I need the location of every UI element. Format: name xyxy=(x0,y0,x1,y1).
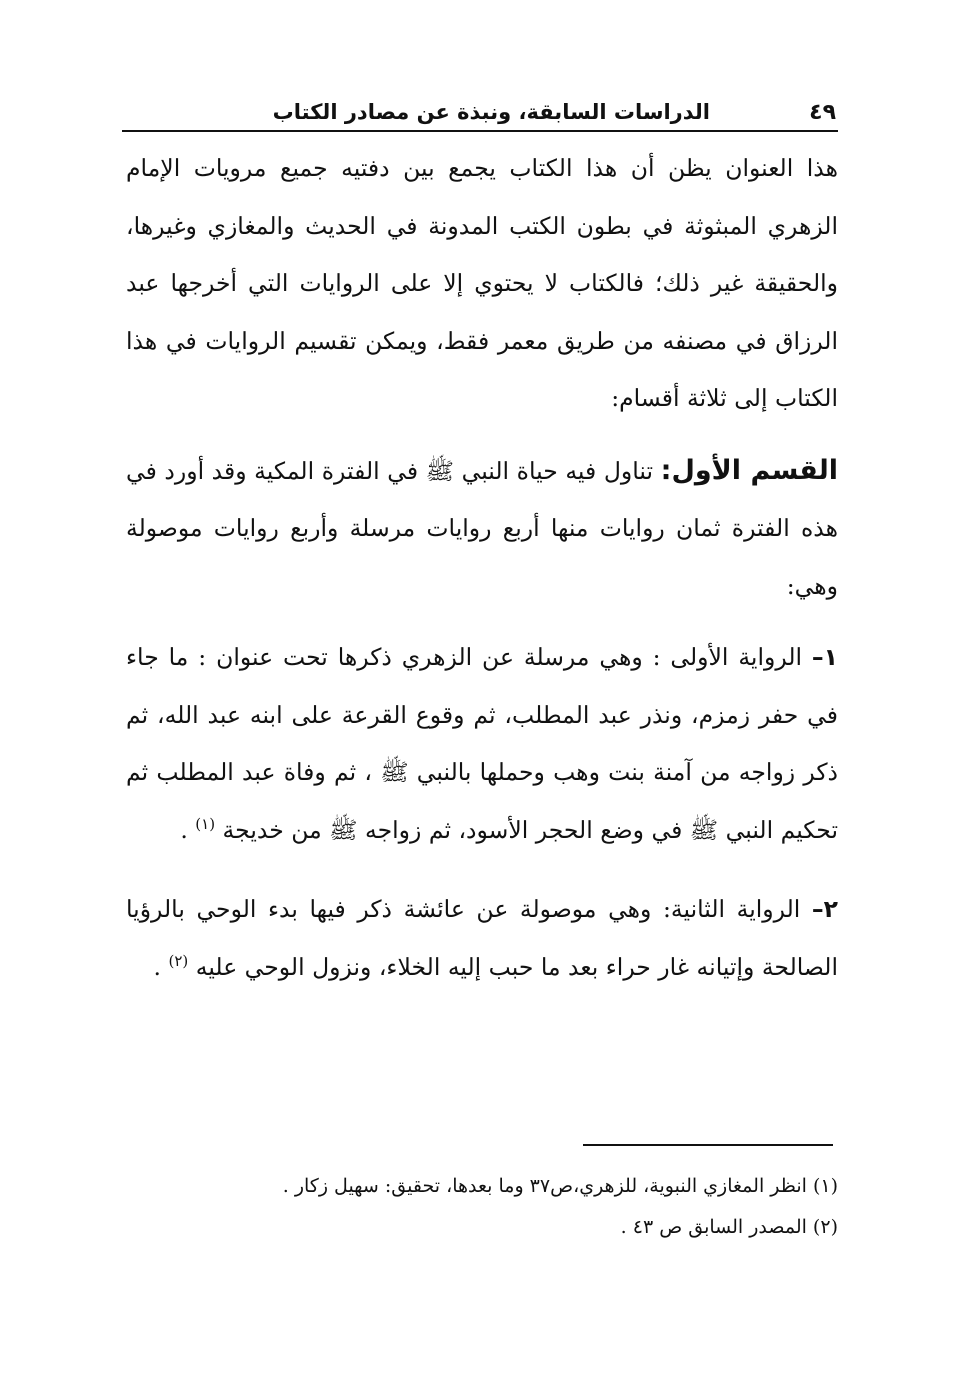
item-one-end: . xyxy=(180,815,196,844)
header-rule xyxy=(122,130,838,132)
section-one-text: تناول فيه حياة النبي ﷺ في الفترة المكية وقد أورد في هذه الفترة ثمان روايات منها أربع روايات مرسلة وأربع روايات موصولة وهي: xyxy=(126,456,838,600)
footnote-separator xyxy=(583,1144,833,1146)
intro-paragraph: هذا العنوان يظن أن هذا الكتاب يجمع بين دفتيه جميع مرويات الإمام الزهري المبثوثة في بطون الكتب المدونة في الحديث والمغازي وغيرها، والحقيقة غير ذلك؛ فالكتاب لا يحتوي إلا على الروايات التي أخرجها عبد الرزاق في مصنفه من طريق معمر فقط، ويمكن تقسيم الروايات في هذا الكتاب إلى ثلاثة أقسام: xyxy=(126,154,838,412)
running-title: الدراسات السابقة، ونبذة عن مصادر الكتاب xyxy=(272,100,710,124)
section-one-lead: القسم الأول: xyxy=(660,454,838,486)
page-number: ٤٩ xyxy=(809,100,836,125)
item-one-paragraph xyxy=(126,629,838,859)
footnote-2: (٢) المصدر السابق ص ٤٣ . xyxy=(620,1216,838,1238)
item-two-end: . xyxy=(153,952,169,981)
main-text xyxy=(126,140,838,996)
item-one-text: الرواية الأولى : وهي مرسلة عن الزهري ذكرها تحت عنوان : ما جاء في حفر زمزم، ونذر عبد المطلب، ثم وقوع القرعة على ابنه عبد الله، ثم ذكر زواجه من آمنة بنت وهب وحملها بالنبي ﷺ ، ثم وفاة عبد المطلب ثم تحكيم النبي ﷺ في وضع الحجر الأسود، ثم زواجه ﷺ من خديجة xyxy=(126,643,838,844)
footnote-ref-2[interactable]: (٢) xyxy=(168,951,189,970)
footnote-1: (١) انظر المغازي النبوية، للزهري،ص٣٧ وما بعدها، تحقيق: سهيل زكار . xyxy=(282,1175,838,1197)
page-header xyxy=(122,98,838,132)
footnotes xyxy=(126,1166,838,1248)
item-one-number: ١– xyxy=(811,643,838,671)
item-two-number: ٢– xyxy=(811,895,838,923)
section-one-paragraph xyxy=(126,442,838,616)
item-two-paragraph xyxy=(126,881,838,996)
footnote-ref-1[interactable]: (١) xyxy=(195,814,216,833)
item-two-text: الرواية الثانية: وهي موصولة عن عائشة ذكر فيها بدء الوحي بالرؤيا الصالحة وإتيانه غار حراء بعد ما حبب إليه الخلاء، ونزول الوحي عليه xyxy=(126,895,838,981)
